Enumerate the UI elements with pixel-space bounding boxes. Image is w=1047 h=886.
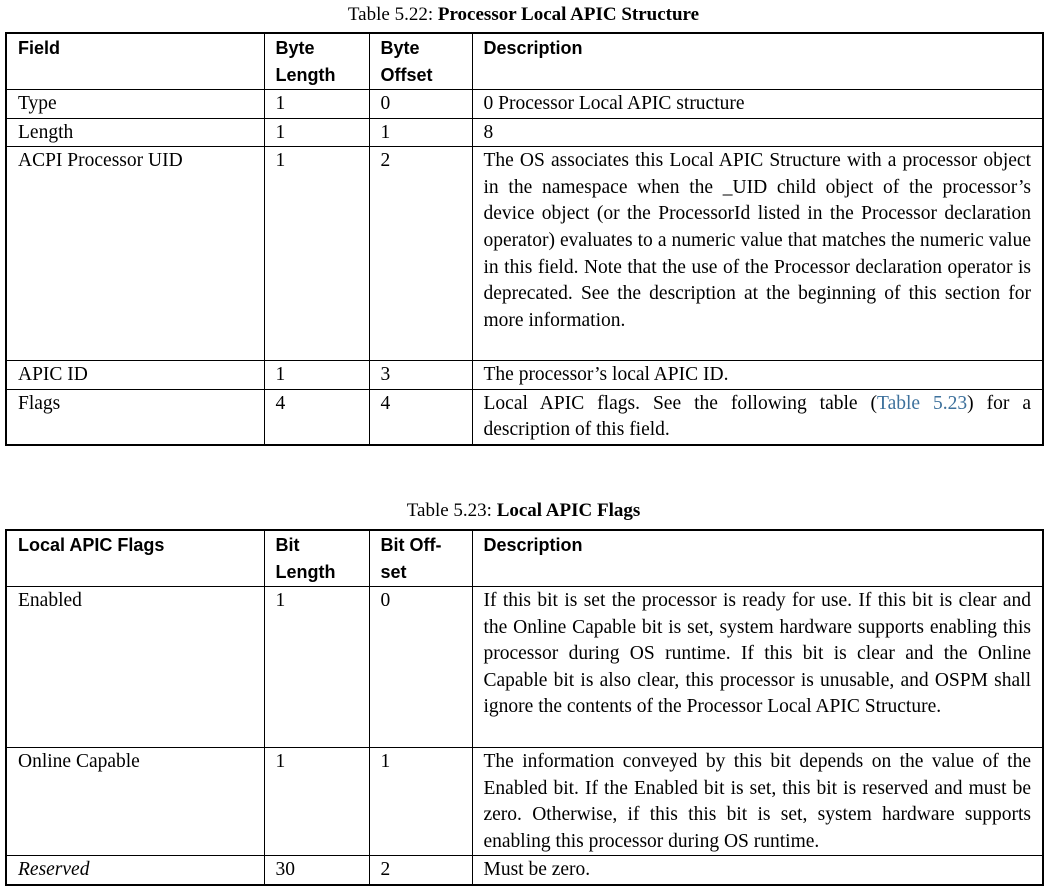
table-caption-prefix: Table 5.22: bbox=[347, 4, 438, 25]
table-caption-title: Local APIC Flags bbox=[496, 499, 641, 521]
table-5-23 bbox=[5, 529, 1044, 886]
description-cell bbox=[472, 747, 1043, 855]
column-header: Byte Offset bbox=[369, 33, 472, 90]
offset-cell: 0 bbox=[369, 586, 472, 747]
offset-cell: 2 bbox=[369, 856, 472, 885]
description-text: 0 Processor Local APIC structure bbox=[483, 93, 745, 114]
column-header: Description bbox=[472, 33, 1043, 90]
table-row bbox=[6, 118, 1043, 147]
offset-cell: 0 bbox=[369, 90, 472, 119]
table-row bbox=[6, 361, 1043, 390]
table-row bbox=[6, 90, 1043, 119]
table-caption-prefix: Table 5.23: bbox=[406, 499, 497, 521]
table-caption bbox=[0, 500, 1047, 522]
length-cell: 4 bbox=[264, 389, 369, 445]
table-row bbox=[6, 586, 1043, 747]
offset-cell: 3 bbox=[369, 361, 472, 390]
description-cell bbox=[472, 147, 1043, 361]
description-text: 8 bbox=[483, 121, 494, 143]
field-cell: Type bbox=[6, 90, 264, 119]
field-cell: Enabled bbox=[6, 586, 264, 747]
field-cell: Flags bbox=[6, 389, 264, 445]
table-row bbox=[6, 147, 1043, 361]
length-cell: 1 bbox=[264, 586, 369, 747]
length-cell: 1 bbox=[264, 361, 369, 390]
description-cell bbox=[472, 118, 1043, 147]
table-header bbox=[6, 33, 1043, 90]
description-text: The information conveyed by this bit depends on the value of the Enabled bit. If the Enabled bit is set, this bit is reserved and must be zero. Otherwise, if this this bit is set, system hardware supports enabling this processor during OS runtime. bbox=[483, 750, 1031, 852]
field-cell: Reserved bbox=[6, 856, 264, 885]
table-caption bbox=[0, 4, 1047, 26]
length-cell: 1 bbox=[264, 747, 369, 855]
description-cell bbox=[472, 389, 1043, 445]
table-header bbox=[6, 530, 1043, 587]
offset-cell: 1 bbox=[369, 118, 472, 147]
column-header: Field bbox=[6, 33, 264, 90]
field-cell: Length bbox=[6, 118, 264, 147]
table-caption-title: Processor Local APIC Structure bbox=[437, 4, 700, 25]
field-cell: APIC ID bbox=[6, 361, 264, 390]
description-text: Must be zero. bbox=[483, 859, 591, 881]
offset-cell: 4 bbox=[369, 389, 472, 445]
column-header: Description bbox=[472, 530, 1043, 587]
table-5-23-link[interactable]: Table 5.23 bbox=[877, 392, 968, 414]
description-cell bbox=[472, 856, 1043, 885]
table-row bbox=[6, 856, 1043, 885]
offset-cell: 1 bbox=[369, 747, 472, 855]
table-row bbox=[6, 389, 1043, 445]
length-cell: 1 bbox=[264, 90, 369, 119]
column-header: Bit Length bbox=[264, 530, 369, 587]
column-header: Byte Length bbox=[264, 33, 369, 90]
table-5-22 bbox=[5, 32, 1044, 446]
description-text: The processor’s local APIC ID. bbox=[483, 364, 729, 386]
description-cell bbox=[472, 90, 1043, 119]
length-cell: 30 bbox=[264, 856, 369, 885]
field-cell: Online Capable bbox=[6, 747, 264, 855]
column-header: Local APIC Flags bbox=[6, 530, 264, 587]
length-cell: 1 bbox=[264, 118, 369, 147]
description-text: Local APIC flags. See the following table ( bbox=[483, 392, 878, 414]
description-cell bbox=[472, 586, 1043, 747]
field-cell: ACPI Processor UID bbox=[6, 147, 264, 361]
description-cell bbox=[472, 361, 1043, 390]
offset-cell: 2 bbox=[369, 147, 472, 361]
description-text: If this bit is set the processor is ready for use. If this bit is clear and the Online Capable bit is set, system hardware supports enabling this processor during OS runtime. If this bit is clear and the Online Capable bit is also clear, this processor is unusable, and OSPM shall ignore the contents of the Processor Local APIC Structure. bbox=[483, 589, 1031, 718]
description-text: The OS associates this Local APIC Structure with a processor object in the namespace when the _UID child object of the processor’s device object (or the ProcessorId listed in the Processor declaration operator) evaluates to a numeric value that matches the numeric value in this field. Note that the use of the Processor declaration operator is deprecated. See the description at the beginning of this section for more information. bbox=[483, 150, 1031, 331]
length-cell: 1 bbox=[264, 147, 369, 361]
column-header: Bit Off- set bbox=[369, 530, 472, 587]
description-text: ) for a description of this field. bbox=[483, 392, 1032, 441]
table-row bbox=[6, 747, 1043, 855]
document-page bbox=[0, 4, 1047, 886]
